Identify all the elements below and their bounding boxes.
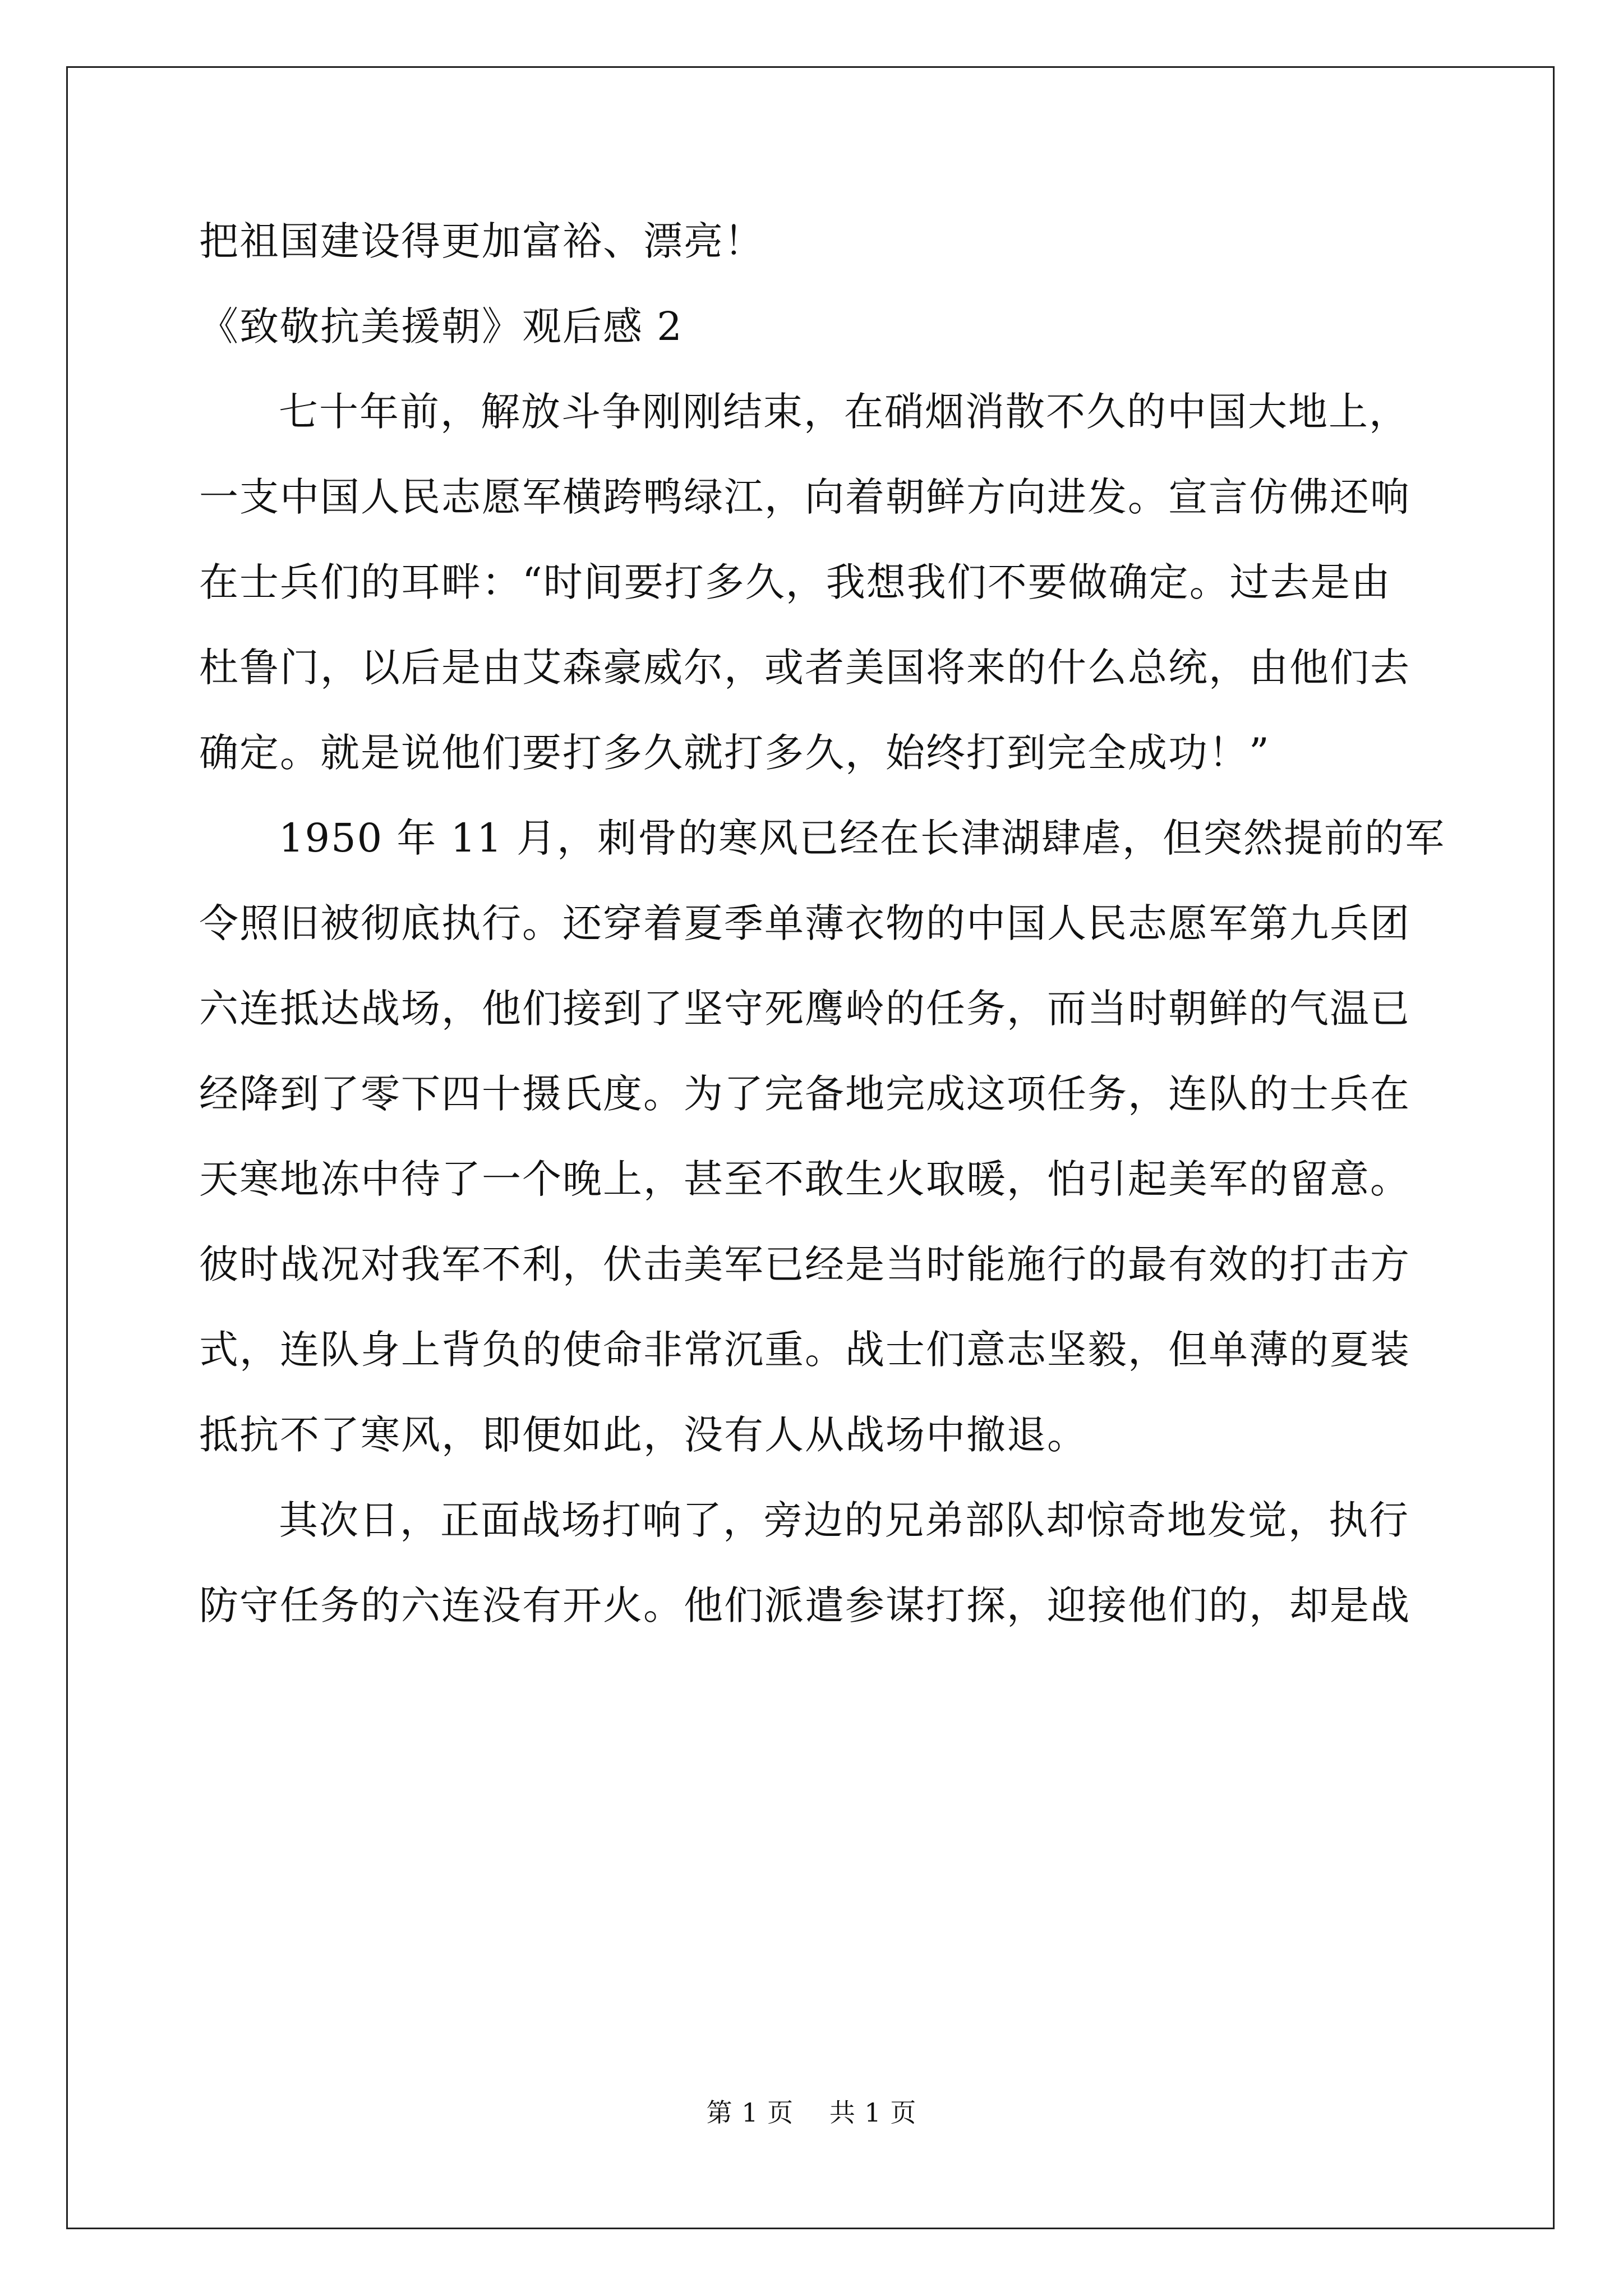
text-line: 1950 年 11 月，刺骨的寒风已经在长津湖肆虐，但突然提前的军 — [279, 815, 1445, 861]
text-line: 经降到了零下四十摄氏度。为了完备地完成这项任务，连队的士兵在 — [199, 1071, 1410, 1117]
document-body — [199, 213, 1445, 1634]
text-line: 七十年前，解放斗争刚刚结束，在硝烟消散不久的中国大地上， — [279, 389, 1409, 435]
text-line: 一支中国人民志愿军横跨鸭绿江，向着朝鲜方向进发。宣言仿佛还响 — [199, 474, 1410, 520]
text-line: 在士兵们的耳畔：“时间要打多久，我想我们不要做确定。过去是由 — [199, 559, 1391, 605]
text-line: 杜鲁门，以后是由艾森豪威尔，或者美国将来的什么总统，由他们去 — [199, 645, 1410, 691]
page-footer — [0, 2097, 1623, 2128]
text-line: 式，连队身上背负的使命非常沉重。战士们意志坚毅，但单薄的夏装 — [199, 1327, 1410, 1373]
text-line: 确定。就是说他们要打多久就打多久，始终打到完全成功！” — [199, 730, 1270, 776]
text-line: 令照旧被彻底执行。还穿着夏季单薄衣物的中国人民志愿军第九兵团 — [199, 900, 1410, 946]
text-line: 天寒地冻中待了一个晚上，甚至不敢生火取暖，怕引起美军的留意。 — [199, 1156, 1410, 1202]
text-line: 彼时战况对我军不利，伏击美军已经是当时能施行的最有效的打击方 — [199, 1241, 1410, 1287]
page-total: 共 1 页 — [829, 2097, 917, 2128]
text-line: 防守任务的六连没有开火。他们派遣参谋打探，迎接他们的，却是战 — [199, 1582, 1410, 1628]
section-title: 《致敬抗美援朝》观后感 2 — [199, 303, 683, 349]
text-line: 六连抵达战场，他们接到了坚守死鹰岭的任务，而当时朝鲜的气温已 — [199, 986, 1410, 1032]
text-line: 其次日，正面战场打响了，旁边的兄弟部队却惊奇地发觉，执行 — [279, 1497, 1409, 1543]
text-line: 把祖国建设得更加富裕、漂亮！ — [199, 218, 764, 264]
text-line: 抵抗不了寒风，即便如此，没有人从战场中撤退。 — [199, 1412, 1087, 1458]
page-number: 第 1 页 — [706, 2097, 794, 2128]
